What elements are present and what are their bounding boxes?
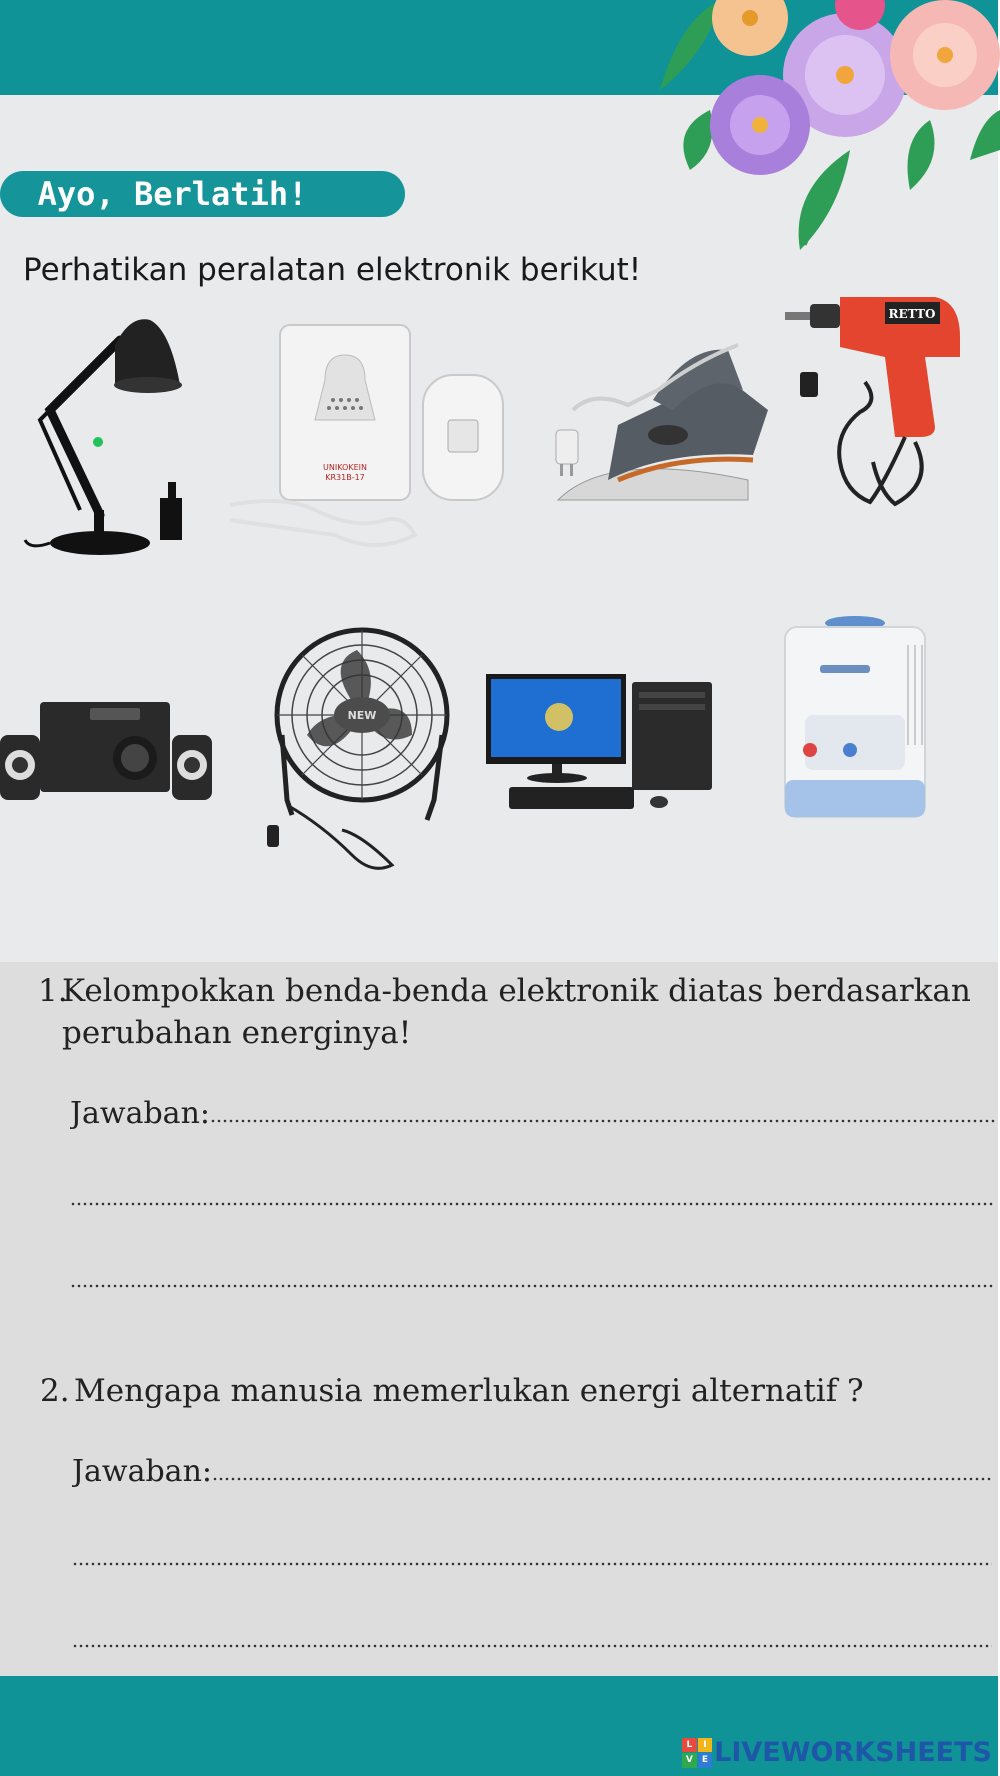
doorbell-icon [225, 320, 515, 560]
question-1-answer-line-1[interactable] [70, 1096, 995, 1131]
question-2-answer-line-2[interactable] [72, 1540, 992, 1574]
section-badge-label: Ayo, Berlatih! [37, 175, 308, 213]
desk-lamp-icon [20, 310, 200, 560]
computer-icon [484, 672, 714, 822]
question-2-line-1: Mengapa manusia memerlukan energi alternatif ? [74, 1373, 864, 1409]
liveworksheets-brand[interactable] [682, 1737, 992, 1768]
iron-icon [548, 330, 768, 510]
drill-brand: RETTO [888, 307, 936, 321]
question-1-line-1: Kelompokkan benda-benda elektronik diatas berdasarkan [62, 973, 971, 1009]
drill-icon [785, 292, 965, 512]
question-2-answer-line-3[interactable] [72, 1622, 992, 1656]
question-1-number: 1. [38, 973, 68, 1009]
section-badge [0, 171, 405, 217]
doorbell-label: UNIKOKEIN [323, 463, 367, 472]
question-2-number: 2. [40, 1373, 70, 1409]
dispenser-icon [780, 615, 940, 820]
question-1-line-2: perubahan energinya! [62, 1015, 412, 1051]
doorbell-model: KR31B-17 [325, 473, 365, 482]
flower-decoration [650, 0, 1000, 260]
liveworksheets-brand-text: LIVEWORKSHEETS [714, 1737, 992, 1768]
instruction-text: Perhatikan peralatan elektronik berikut! [23, 252, 642, 288]
question-1-answer-line-2[interactable] [70, 1180, 995, 1214]
question-1-answer-line-3[interactable] [70, 1262, 995, 1296]
question-2-answer-line-1[interactable] [72, 1454, 992, 1489]
question-1-answer-label: Jawaban: [70, 1096, 210, 1131]
fan-brand: NEW [347, 709, 377, 722]
question-2-answer-label: Jawaban: [72, 1454, 212, 1489]
speaker-icon [0, 700, 215, 810]
liveworksheets-logo-icon: L I V E [682, 1738, 712, 1768]
fan-icon [262, 625, 462, 875]
